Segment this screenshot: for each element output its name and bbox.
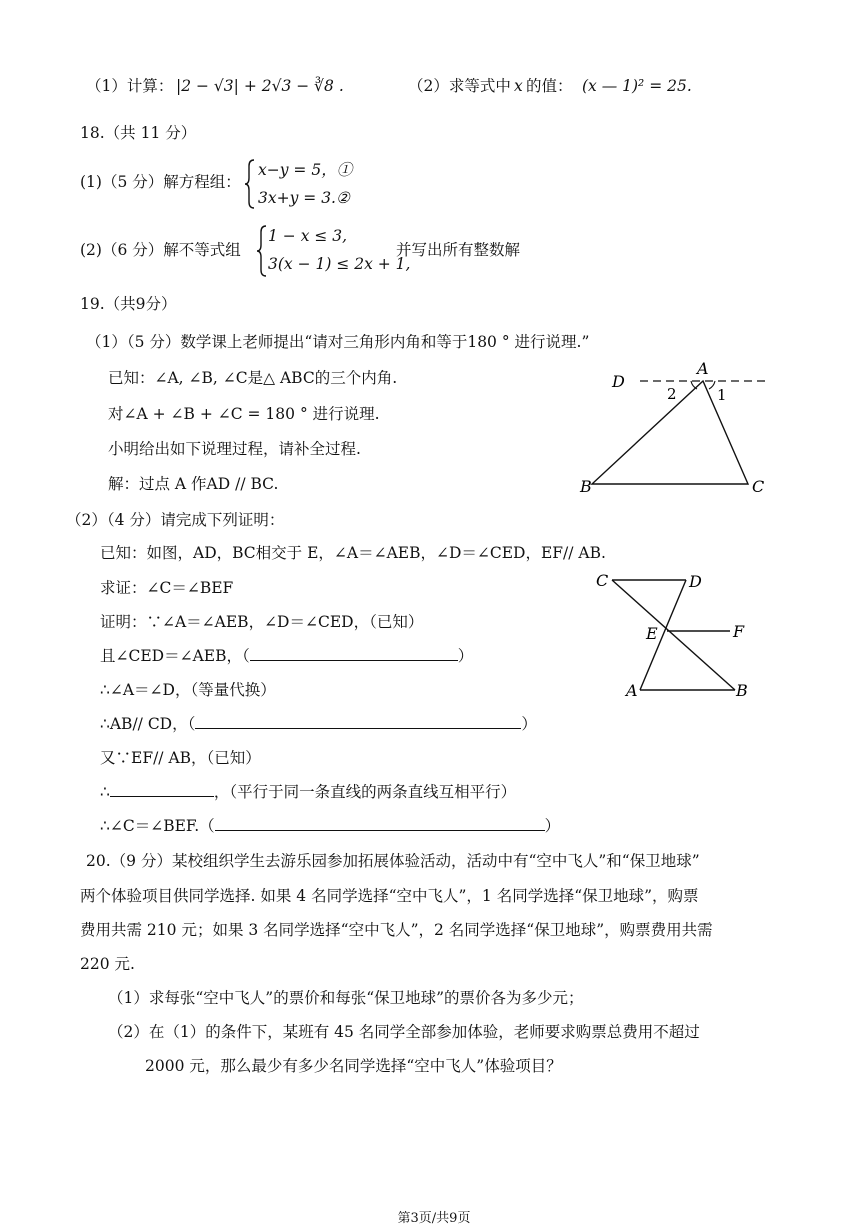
q17-part2-variable: x	[514, 77, 523, 95]
q19-part2-intro: （2）（4 分）请完成下列证明：	[66, 511, 285, 529]
point-b-label: B	[736, 681, 748, 700]
q18-part2-tail: 并写出所有整数解	[396, 241, 521, 259]
q20-subquestion-2-line-2: 2000 元，那么最少有多少名同学选择“空中飞人”体验项目？	[145, 1057, 562, 1075]
answer-blank-1[interactable]	[250, 646, 458, 661]
q19-part1-instruction: 小明给出如下说理过程，请补全过程.	[108, 440, 361, 458]
answer-blank-3[interactable]	[110, 782, 214, 797]
intersecting-lines-figure	[590, 570, 760, 705]
answer-blank-2[interactable]	[195, 714, 521, 729]
proof-line-3: ∴∠A＝∠D，（等量代换）	[100, 681, 276, 699]
point-a-label: A	[697, 359, 709, 378]
answer-blank-4[interactable]	[215, 816, 545, 831]
angle-1-label: 1	[717, 386, 727, 404]
q17-part1-expression: |2 − √3| + 2√3 − ∛8 .	[176, 77, 344, 95]
q18-inequality-1: 1 − x ≤ 3,	[268, 227, 348, 245]
q19-part2-prove: 求证：∠C＝∠BEF	[100, 579, 234, 597]
proof-line-4	[100, 714, 537, 734]
point-d-label: D	[612, 372, 625, 391]
proof-line-4-close: ）	[521, 715, 537, 733]
q18-part1-label: (1)（5 分）解方程组：	[80, 173, 241, 191]
page-number-footer: 第3页/共9页	[397, 1211, 471, 1226]
q17-part2-tail: 的值：	[526, 77, 573, 95]
proof-line-4-text: ∴AB// CD，（	[100, 715, 196, 733]
q20-subquestion-1: （1）求每张“空中飞人”的票价和每张“保卫地球”的票价各为多少元；	[108, 989, 584, 1007]
point-d-label: D	[689, 572, 702, 591]
proof-line-1: 证明：∵∠A＝∠AEB，∠D＝∠CED，（已知）	[100, 613, 424, 631]
q18-equation-1: x−y = 5，①	[258, 161, 353, 179]
q19-part1-known: 已知：∠A, ∠B, ∠C是△ ABC的三个内角.	[108, 369, 398, 387]
q20-line-2: 两个体验项目供同学选择. 如果 4 名同学选择“空中飞人”，1 名同学选择“保卫地球”，购票	[80, 887, 699, 905]
q17-part2-expression: (x — 1)² = 25.	[582, 77, 692, 95]
point-f-label: F	[733, 622, 745, 641]
q18-header: 18.（共 11 分）	[80, 124, 197, 142]
angle-1-arc	[709, 381, 715, 389]
q18-inequality-2: 3(x − 1) ≤ 2x + 1,	[268, 255, 411, 273]
angle-2-label: 2	[667, 385, 677, 403]
q20-subquestion-2-line-1: （2）在（1）的条件下，某班有 45 名同学全部参加体验，老师要求购票总费用不超过	[108, 1023, 700, 1041]
point-c-label: C	[752, 477, 765, 496]
q20-line-3: 费用共需 210 元；如果 3 名同学选择“空中飞人”，2 名同学选择“保卫地球”，购票费用共需	[80, 921, 713, 939]
q20-line-1: 20.（9 分）某校组织学生去游乐园参加拓展体验活动，活动中有“空中飞人”和“保卫地球”	[86, 852, 700, 870]
q19-header: 19.（共9分）	[80, 295, 177, 313]
q17-part2-label: （2）求等式中	[408, 77, 511, 95]
proof-line-7-close: ）	[544, 817, 561, 835]
q19-part1-claim: 对∠A + ∠B + ∠C = 180 ° 进行说理.	[108, 405, 380, 423]
q18-equation-2: 3x+y = 3.②	[258, 189, 350, 207]
point-c-label: C	[596, 571, 609, 590]
proof-line-7-text: ∴∠C＝∠BEF.（	[100, 817, 215, 835]
proof-line-6-text: ∴	[100, 783, 110, 801]
point-b-label: B	[580, 477, 592, 496]
q18-part2-label: (2)（6 分）解不等式组	[80, 241, 241, 259]
q19-part1-intro: （1）（5 分）数学课上老师提出“请对三角形内角和等于180 ° 进行说理.”	[86, 333, 590, 351]
proof-line-2-text: 且∠CED＝∠AEB，（	[100, 647, 250, 665]
q19-part2-known: 已知：如图，AD，BC相交于 E，∠A＝∠AEB，∠D＝∠CED，EF// AB.	[100, 544, 606, 562]
point-a-label: A	[626, 681, 638, 700]
proof-line-6	[100, 782, 516, 802]
q17-part1-label: （1）计算：	[86, 77, 174, 95]
triangle-figure	[580, 352, 780, 502]
left-brace-icon	[244, 158, 256, 210]
q20-line-4: 220 元.	[80, 955, 135, 973]
segment-cb	[612, 580, 735, 690]
proof-line-5: 又∵EF// AB，（已知）	[100, 749, 261, 767]
point-e-label: E	[646, 624, 658, 643]
proof-line-2-close: ）	[457, 647, 474, 665]
proof-line-6-reason: ，（平行于同一条直线的两条直线互相平行）	[213, 783, 517, 801]
proof-line-7	[100, 816, 560, 836]
left-brace-icon	[256, 224, 268, 278]
proof-line-2	[100, 646, 473, 666]
q19-part1-solution: 解：过点 A 作AD // BC.	[108, 475, 279, 493]
